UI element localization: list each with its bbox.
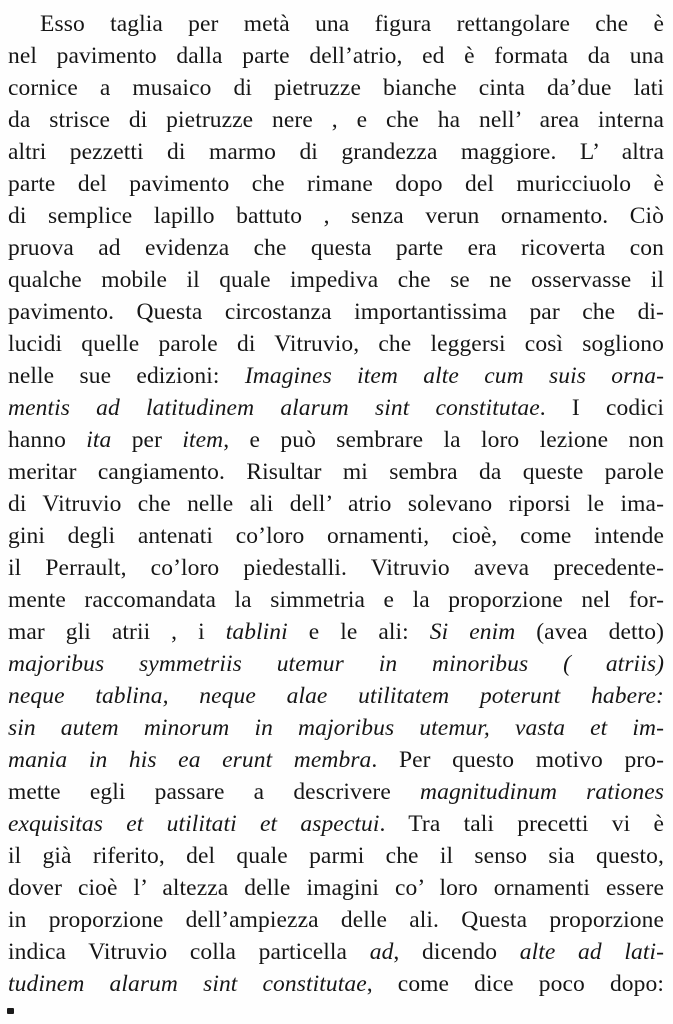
text-segment: (avea detto) <box>515 619 665 645</box>
latin-quote: neque tablina, neque alae utilitatem poterunt habere: <box>8 683 664 709</box>
text-line <box>8 904 664 936</box>
text-segment: altri pezzetti di marmo di grandezza maggiore. L’ altra <box>8 139 664 165</box>
latin-word: ad <box>369 939 394 965</box>
text-line <box>8 552 664 584</box>
ink-mark <box>7 1008 14 1014</box>
text-segment: mente raccomandata la simmetria e la proporzione nel for- <box>8 587 664 613</box>
text-segment: parte del pavimento che rimane dopo del muricciuolo è <box>8 171 664 197</box>
text-segment: . Per questo motivo pro- <box>371 747 664 773</box>
latin-quote: sin autem minorum in majoribus utemur, vasta et im- <box>8 715 664 741</box>
text-line <box>8 392 664 424</box>
latin-word: item <box>182 427 224 453</box>
text-line <box>8 520 664 552</box>
text-segment: lucidi quelle parole di Vitruvio, che leggersi così sogliono <box>8 331 664 357</box>
text-line <box>8 744 664 776</box>
latin-quote: Si enim <box>429 619 516 645</box>
text-segment: di Vitruvio che nelle ali dell’ atrio solevano riporsi le ima- <box>8 491 664 517</box>
text-segment: meritar cangiamento. Risultar mi sembra da queste parole <box>8 459 664 485</box>
text-segment: mar gli atrii , i <box>8 619 226 645</box>
text-line <box>8 264 664 296</box>
text-line <box>8 296 664 328</box>
text-segment: pavimento. Questa circostanza importantissima par che di- <box>8 299 664 325</box>
latin-quote: mania in his ea erunt membra <box>8 747 372 773</box>
text-segment: dover cioè l’ altezza delle imagini co’ loro ornamenti essere <box>8 875 664 901</box>
latin-word: ita <box>86 427 112 453</box>
text-segment: il Perrault, co’loro piedestalli. Vitruvio aveva precedente- <box>8 555 664 581</box>
text-segment: di semplice lapillo battuto , senza verun ornamento. Ciò <box>8 203 664 229</box>
text-line <box>8 360 664 392</box>
text-segment: nelle sue edizioni: <box>8 363 245 389</box>
text-line <box>40 8 664 40</box>
text-segment: e le ali: <box>287 619 430 645</box>
latin-quote: Imagines item alte cum suis orna- <box>244 363 664 389</box>
text-segment: il già riferito, del quale parmi che il senso sia questo, <box>8 843 664 869</box>
text-line <box>8 936 664 968</box>
text-line <box>8 104 664 136</box>
text-line <box>8 40 664 72</box>
text-line <box>8 616 664 648</box>
text-segment: da strisce di pietruzze nere , e che ha nell’ area interna <box>8 107 664 133</box>
text-line <box>8 680 664 712</box>
latin-quote: exquisitas et utilitati et aspectui <box>8 811 380 837</box>
text-line <box>8 776 664 808</box>
text-line <box>8 200 664 232</box>
text-line <box>8 168 664 200</box>
text-segment: hanno <box>8 427 87 453</box>
text-segment: nel pavimento dalla parte dell’atrio, ed è formata da una <box>8 43 664 69</box>
latin-quote: mentis ad latitudinem alarum sint constitutae <box>8 395 540 421</box>
text-line <box>8 872 664 904</box>
latin-word: tablini <box>225 619 288 645</box>
text-line <box>8 968 664 1000</box>
text-segment: Esso taglia per metà una figura rettangolare che è <box>40 11 664 37</box>
text-segment: per <box>111 427 183 453</box>
text-line <box>8 328 664 360</box>
latin-quote: alte ad lati- <box>519 939 665 965</box>
text-line <box>8 584 664 616</box>
text-segment: , come dice poco dopo: <box>366 971 664 997</box>
text-segment: mette egli passare a descrivere <box>8 779 421 805</box>
text-line <box>8 72 664 104</box>
text-segment: in proporzione dell’ampiezza delle ali. Questa proporzione <box>8 907 664 933</box>
text-line <box>8 840 664 872</box>
text-segment: , dicendo <box>393 939 520 965</box>
text-line <box>8 488 664 520</box>
text-line <box>8 136 664 168</box>
text-line <box>8 808 664 840</box>
text-segment: , e può sembrare la loro lezione non <box>223 427 665 453</box>
text-line <box>8 648 664 680</box>
text-segment: cornice a musaico di pietruzze bianche cinta da’due lati <box>8 75 664 101</box>
text-line <box>8 456 664 488</box>
text-segment: gini degli antenati co’loro ornamenti, cioè, come intende <box>8 523 664 549</box>
text-line <box>8 424 664 456</box>
text-line <box>8 712 664 744</box>
text-line <box>8 232 664 264</box>
text-segment: . Tra tali precetti vi è <box>379 811 664 837</box>
text-segment: qualche mobile il quale impediva che se ne osservasse il <box>8 267 664 293</box>
text-segment: pruova ad evidenza che questa parte era ricoverta con <box>8 235 664 261</box>
text-segment: indica Vitruvio colla particella <box>8 939 370 965</box>
latin-quote: magnitudinum rationes <box>420 779 664 805</box>
latin-quote: tudinem alarum sint constitutae <box>8 971 367 997</box>
latin-quote: majoribus symmetriis utemur in minoribus ( atriis) <box>8 651 664 677</box>
text-segment: . I codici <box>539 395 664 421</box>
